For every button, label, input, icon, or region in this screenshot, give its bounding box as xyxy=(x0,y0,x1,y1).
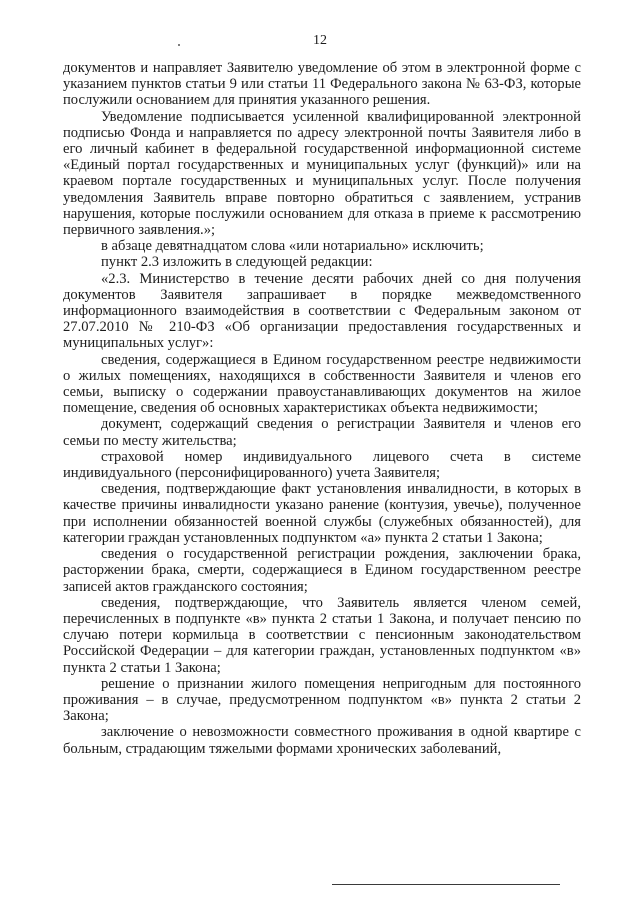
paragraph-registration-document: документ, содержащий сведения о регистрации Заявителя и членов его семьи по месту жительства; xyxy=(63,416,581,449)
paragraph-amendment-19: в абзаце девятнадцатом слова «или нотариально» исключить; xyxy=(101,238,484,255)
paragraph-real-estate-info: сведения, содержащиеся в Едином государственном реестре недвижимости о жилых помещениях, находящихся в собственности Заявителя и членов его семьи, выписку о содержании правоустанавливающих документов на жилое помещение, сведения об основных характеристиках объекта недвижимости; xyxy=(63,351,581,417)
document-body xyxy=(63,60,581,757)
paragraph-notification-signature: Уведомление подписывается усиленной квалифицированной электронной подписью Фонда и направляется по адресу электронной почты Заявителя либо в его личный кабинет в федеральной государственной информационной системе «Единый портал государственных и муниципальных услуг (функций)» или на краевом портале государственных и муниципальных услуг. После получения уведомления Заявитель вправе повторно обратиться с заявлением, устранив нарушения, которые послужили основанием для отказа в приеме к рассмотрению первичного заявления.»; xyxy=(63,108,581,239)
page-number: 12 xyxy=(313,33,327,48)
paragraph-civil-registry: сведения о государственной регистрации рождения, заключении брака, расторжении брака, смерти, содержащиеся в Едином государственном реестре записей актов гражданского состояния; xyxy=(63,546,581,595)
paragraph-continuation: документов и направляет Заявителю уведомление об этом в электронной форме с указанием пунктов статьи 9 или статьи 11 Федерального закона № 63-ФЗ, которые послужили основанием для принятия указанного решения. xyxy=(63,60,581,109)
paragraph-disability-info: сведения, подтверждающие факт установления инвалидности, в которых в качестве причины инвалидности указано ранение (контузия, увечье), полученное при исполнении обязанностей военной службы (служебных обязанностей), для категории граждан установленных подпунктом «а» пункта 2 статьи 1 Закона; xyxy=(63,481,581,546)
paragraph-survivor-pension: сведения, подтверждающие, что Заявитель является членом семей, перечисленных в подпункте «в» пункта 2 статьи 1 Закона, и получает пенсию по случаю потери кормильца в соответствии с пенсионным законодательством Российской Федерации – для категории граждан, установленных подпунктом «в» пункта 2 статьи 1 Закона; xyxy=(63,594,581,676)
paragraph-unfit-housing: решение о признании жилого помещения непригодным для постоянного проживания – в случае, предусмотренном подпунктом «в» пункта 2 статьи 2 Закона; xyxy=(63,675,581,725)
paragraph-cohabitation-conclusion: заключение о невозможности совместного проживания в одной квартире с больным, страдающим тяжелыми формами хронических заболеваний, xyxy=(63,724,581,757)
scan-speck xyxy=(178,44,180,46)
paragraph-amendment-2-3: пункт 2.3 изложить в следующей редакции: xyxy=(101,254,373,271)
paragraph-clause-2-3: «2.3. Министерство в течение десяти рабочих дней со дня получения документов Заявителя запрашивает в порядке межведомственного информационного взаимодействия в соответствии с Федеральным законом от 27.07.2010 № 210-ФЗ «Об организации предоставления государственных и муниципальных услуг»: xyxy=(63,270,581,352)
paragraph-insurance-number: страховой номер индивидуального лицевого счета в системе индивидуального (персонифицированного) учета Заявителя; xyxy=(63,448,581,482)
footer-rule xyxy=(332,884,560,885)
